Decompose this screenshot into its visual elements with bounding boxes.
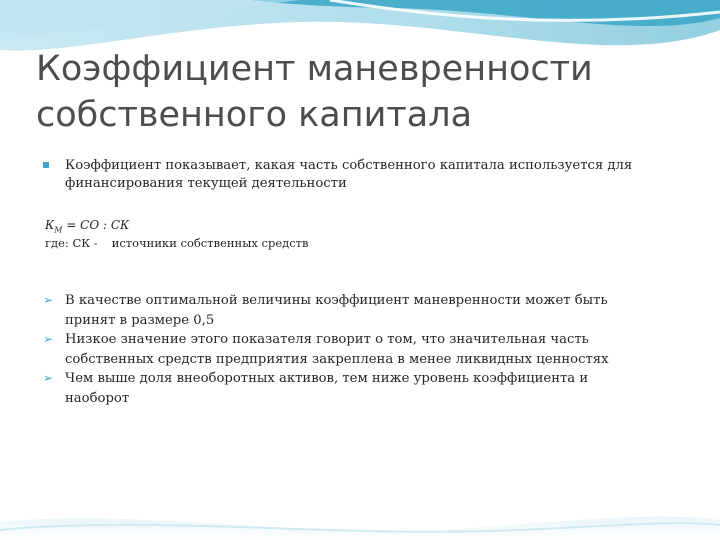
formula-lhs: К bbox=[45, 218, 55, 232]
title-line: собственного капитала bbox=[36, 95, 473, 135]
list-item-line: В качестве оптимальной величины коэффициент маневренности может быть bbox=[65, 293, 608, 308]
main-bullet-line: Коэффициент показывает, какая часть собственного капитала используется для bbox=[65, 158, 633, 173]
list-item-line: Низкое значение этого показателя говорит о том, что значительная часть bbox=[65, 332, 589, 347]
title-line: Коэффициент маневренности bbox=[36, 49, 593, 89]
list-item bbox=[45, 330, 685, 369]
formula-rhs: = СО : СК bbox=[62, 218, 130, 232]
list-item-line: Чем выше доля внеоборотных активов, тем ниже уровень коэффициента и bbox=[65, 371, 589, 386]
list-item bbox=[45, 291, 685, 330]
main-bullet bbox=[45, 157, 685, 193]
formula bbox=[45, 218, 129, 237]
legend-label: где: СК - bbox=[45, 236, 98, 250]
page-title bbox=[36, 46, 696, 138]
list-item-line: принят в размере 0,5 bbox=[65, 312, 215, 328]
formula-subscript: M bbox=[54, 225, 63, 235]
list-item-line: собственных средств предприятия закреплена в менее ликвидных ценностях bbox=[65, 351, 609, 367]
list-item-line: наоборот bbox=[65, 390, 130, 406]
arrow-list bbox=[45, 291, 685, 408]
formula-legend bbox=[45, 236, 308, 250]
arrow-bullet-icon: ➢ bbox=[43, 293, 54, 307]
list-item bbox=[45, 369, 685, 408]
legend-text: источники собственных средств bbox=[111, 236, 309, 250]
arrow-bullet-icon: ➢ bbox=[43, 332, 54, 346]
arrow-bullet-icon: ➢ bbox=[43, 371, 54, 385]
square-bullet-icon bbox=[43, 162, 49, 168]
main-bullet-line: финансирования текущей деятельности bbox=[65, 176, 347, 191]
